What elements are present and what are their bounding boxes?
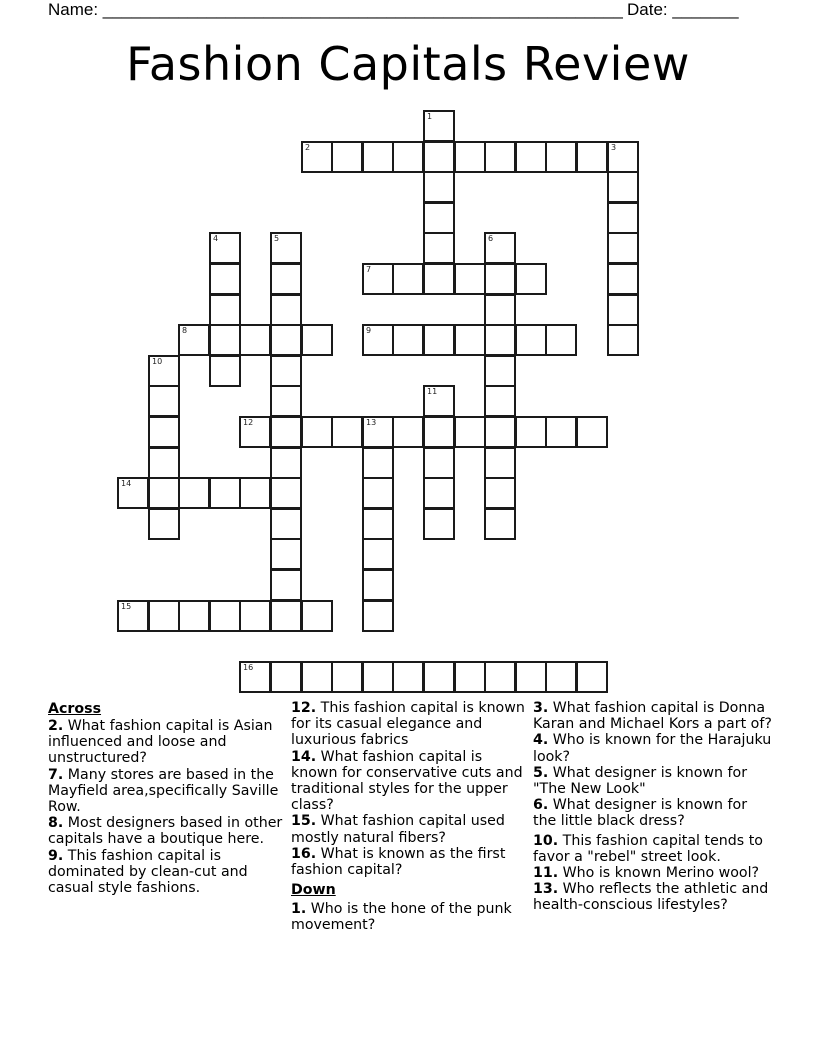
grid-cell[interactable] — [484, 355, 516, 387]
grid-cell[interactable] — [515, 324, 547, 356]
grid-cell[interactable] — [117, 477, 149, 509]
grid-cell[interactable] — [270, 416, 302, 448]
grid-cell[interactable] — [239, 416, 271, 448]
grid-cell[interactable] — [454, 661, 486, 693]
grid-cell[interactable] — [423, 171, 455, 203]
clue-number: 15 — [121, 602, 132, 611]
grid-cell[interactable] — [545, 141, 577, 173]
grid-cell[interactable] — [209, 477, 241, 509]
grid-cell[interactable] — [362, 600, 394, 632]
grid-cell[interactable] — [301, 416, 333, 448]
grid-cell[interactable] — [209, 232, 241, 264]
grid-cell[interactable] — [209, 263, 241, 295]
grid-cell[interactable] — [423, 661, 455, 693]
clue-across-14: 14. What fashion capital is known for conservative cuts and traditional styles for the upper class? — [291, 748, 523, 814]
grid-cell[interactable] — [270, 294, 302, 326]
clue-number: 8 — [182, 326, 188, 335]
grid-cell[interactable] — [423, 141, 455, 173]
clues-column-1 — [48, 700, 283, 896]
grid-cell[interactable] — [484, 141, 516, 173]
grid-cell[interactable] — [515, 141, 547, 173]
clue-across-8: 8. Most designers based in other capitals have a boutique here. — [48, 815, 283, 848]
grid-cell[interactable] — [362, 263, 394, 295]
clue-down-5: 5. What designer is known for "The New Look" — [533, 764, 748, 798]
grid-cell[interactable] — [209, 294, 241, 326]
grid-cell[interactable] — [576, 416, 608, 448]
grid-cell[interactable] — [423, 416, 455, 448]
grid-cell[interactable] — [301, 141, 333, 173]
clue-number: 4 — [213, 234, 219, 243]
grid-cell[interactable] — [454, 416, 486, 448]
grid-cell[interactable] — [607, 294, 639, 326]
clue-number: 13 — [366, 418, 377, 427]
clue-down-3: 3. What fashion capital is Donna Karan and Michael Kors a part of? — [533, 700, 772, 733]
grid-cell[interactable] — [454, 263, 486, 295]
grid-cell[interactable] — [270, 447, 302, 479]
grid-cell[interactable] — [178, 324, 210, 356]
grid-cell[interactable] — [484, 416, 516, 448]
grid-cell[interactable] — [484, 263, 516, 295]
clue-number: 3 — [611, 143, 617, 152]
clue-across-2: 2. What fashion capital is Asian influenced and loose and unstructured? — [48, 718, 273, 767]
grid-cell[interactable] — [270, 569, 302, 601]
clue-number: 5 — [274, 234, 280, 243]
clue-number: 9 — [366, 326, 372, 335]
grid-cell[interactable] — [362, 661, 394, 693]
grid-cell[interactable] — [454, 141, 486, 173]
grid-cell[interactable] — [301, 661, 333, 693]
grid-cell[interactable] — [423, 110, 455, 142]
grid-cell[interactable] — [209, 600, 241, 632]
grid-cell[interactable] — [178, 600, 210, 632]
clue-down-11: 11. Who is known Merino wool? — [533, 865, 760, 882]
grid-cell[interactable] — [331, 416, 363, 448]
clues-column-3 — [533, 700, 773, 914]
grid-cell[interactable] — [270, 538, 302, 570]
grid-cell[interactable] — [331, 661, 363, 693]
clue-across-7: 7. Many stores are based in the Mayfield area,specifically Saville Row. — [48, 766, 279, 816]
grid-cell[interactable] — [423, 477, 455, 509]
grid-cell[interactable] — [423, 508, 455, 540]
clue-number: 14 — [121, 479, 132, 488]
grid-cell[interactable] — [270, 355, 302, 387]
date-field-label: Date: _______ — [627, 0, 739, 19]
clue-down-1: 1. Who is the hone of the punk movement? — [291, 901, 512, 934]
grid-cell[interactable] — [576, 661, 608, 693]
clue-down-10: 10. This fashion capital tends to favor a "rebel" street look. — [533, 832, 763, 865]
across-heading: Across — [48, 701, 102, 717]
clue-across-9: 9. This fashion capital is dominated by clean-cut and casual style fashions. — [48, 847, 248, 897]
grid-cell[interactable] — [148, 385, 180, 417]
grid-cell[interactable] — [392, 416, 424, 448]
grid-cell[interactable] — [362, 538, 394, 570]
grid-cell[interactable] — [331, 141, 363, 173]
grid-cell[interactable] — [607, 232, 639, 264]
grid-cell[interactable] — [607, 324, 639, 356]
grid-cell[interactable] — [423, 324, 455, 356]
grid-cell[interactable] — [423, 385, 455, 417]
grid-cell[interactable] — [484, 447, 516, 479]
grid-cell[interactable] — [607, 263, 639, 295]
grid-cell[interactable] — [607, 171, 639, 203]
grid-cell[interactable] — [362, 477, 394, 509]
grid-cell[interactable] — [515, 661, 547, 693]
grid-cell[interactable] — [484, 232, 516, 264]
grid-cell[interactable] — [484, 661, 516, 693]
grid-cell[interactable] — [270, 385, 302, 417]
clue-down-4: 4. Who is known for the Harajuku look? — [533, 732, 772, 765]
clues-column-2 — [291, 700, 526, 934]
grid-cell[interactable] — [209, 355, 241, 387]
grid-cell[interactable] — [362, 416, 394, 448]
grid-cell[interactable] — [362, 324, 394, 356]
grid-cell[interactable] — [454, 324, 486, 356]
clue-number: 6 — [488, 234, 494, 243]
grid-cell[interactable] — [239, 600, 271, 632]
grid-cell[interactable] — [209, 324, 241, 356]
clue-number: 7 — [366, 265, 372, 274]
clue-across-12: 12. This fashion capital is known for its casual elegance and luxurious fabrics — [291, 700, 525, 749]
grid-cell[interactable] — [362, 141, 394, 173]
grid-cell[interactable] — [270, 263, 302, 295]
grid-cell[interactable] — [423, 202, 455, 234]
grid-cell[interactable] — [270, 232, 302, 264]
grid-cell[interactable] — [392, 263, 424, 295]
grid-cell[interactable] — [484, 385, 516, 417]
clue-down-6: 6. What designer is known for the little black dress? — [533, 797, 748, 830]
grid-cell[interactable] — [607, 141, 639, 173]
grid-cell[interactable] — [392, 324, 424, 356]
grid-cell[interactable] — [392, 141, 424, 173]
grid-cell[interactable] — [515, 263, 547, 295]
grid-cell[interactable] — [239, 477, 271, 509]
grid-cell[interactable] — [423, 263, 455, 295]
grid-cell[interactable] — [576, 141, 608, 173]
clue-across-15: 15. What fashion capital used mostly natural fibers? — [291, 813, 505, 846]
grid-cell[interactable] — [148, 447, 180, 479]
grid-cell[interactable] — [270, 661, 302, 693]
grid-cell[interactable] — [270, 600, 302, 632]
clue-number: 2 — [305, 143, 311, 152]
grid-cell[interactable] — [301, 600, 333, 632]
grid-cell[interactable] — [239, 324, 271, 356]
clue-number: 1 — [427, 112, 433, 121]
page-title: Fashion Capitals Review — [126, 37, 690, 91]
grid-cell[interactable] — [148, 600, 180, 632]
down-heading: Down — [291, 882, 336, 899]
clue-number: 16 — [243, 663, 254, 672]
grid-cell[interactable] — [362, 569, 394, 601]
name-field-label: Name: _______________________________________________________ — [48, 0, 623, 19]
grid-cell[interactable] — [148, 355, 180, 387]
clue-number: 11 — [427, 387, 438, 396]
grid-cell[interactable] — [484, 324, 516, 356]
grid-cell[interactable] — [545, 324, 577, 356]
grid-cell[interactable] — [362, 508, 394, 540]
grid-cell[interactable] — [423, 447, 455, 479]
grid-cell[interactable] — [545, 416, 577, 448]
grid-cell[interactable] — [270, 508, 302, 540]
clue-down-13: 13. Who reflects the athletic and health-conscious lifestyles? — [533, 881, 769, 914]
grid-cell[interactable] — [117, 600, 149, 632]
grid-cell[interactable] — [239, 661, 271, 693]
grid-cell[interactable] — [607, 202, 639, 234]
grid-cell[interactable] — [301, 324, 333, 356]
grid-cell[interactable] — [148, 508, 180, 540]
grid-cell[interactable] — [362, 447, 394, 479]
grid-cell[interactable] — [148, 416, 180, 448]
grid-cell[interactable] — [484, 477, 516, 509]
grid-cell[interactable] — [545, 661, 577, 693]
grid-cell[interactable] — [392, 661, 424, 693]
clue-number: 10 — [152, 357, 163, 366]
grid-cell[interactable] — [270, 324, 302, 356]
clue-number: 12 — [243, 418, 254, 427]
grid-cell[interactable] — [270, 477, 302, 509]
grid-cell[interactable] — [484, 508, 516, 540]
grid-cell[interactable] — [423, 232, 455, 264]
grid-cell[interactable] — [148, 477, 180, 509]
clue-across-16: 16. What is known as the first fashion capital? — [291, 845, 506, 879]
grid-cell[interactable] — [515, 416, 547, 448]
grid-cell[interactable] — [178, 477, 210, 509]
grid-cell[interactable] — [484, 294, 516, 326]
